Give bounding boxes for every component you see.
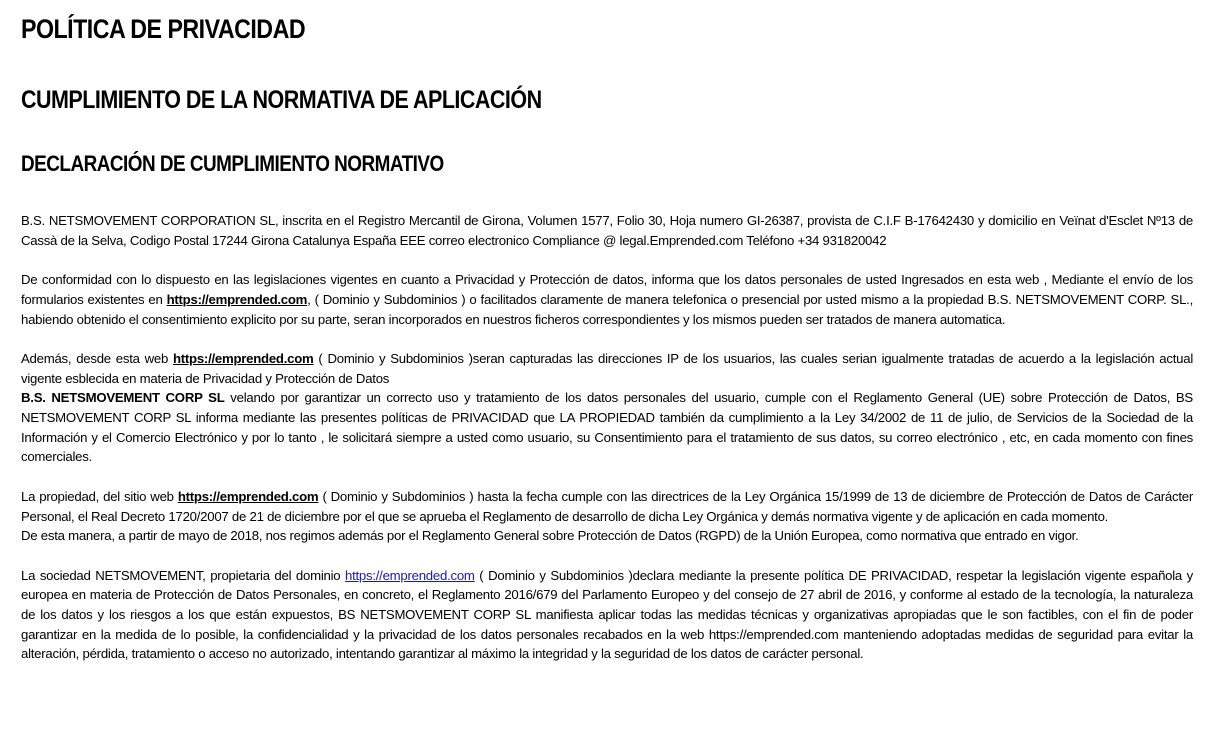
policy-body bbox=[21, 211, 1193, 684]
paragraph-text: La propiedad, del sitio web bbox=[21, 488, 178, 504]
paragraph-text: La sociedad NETSMOVEMENT, propietaria del dominio bbox=[21, 567, 346, 583]
paragraph-text: ( Dominio y Subdominios ) hasta la fecha cumple con las directrices de la Ley Orgánica 15/1999 de 13 de diciembre de Protección de Datos de Carácter Personal, el Real Decreto 1720/2007 de 21 de diciembre por el que se aprueba el Reglamento de desarrollo de dicha Ley Orgánica y demás normativa vigente y de aplicación en cada momento. bbox=[21, 488, 1193, 524]
data-collection-paragraph bbox=[21, 270, 1193, 329]
company-name: B.S. NETSMOVEMENT CORP SL bbox=[21, 390, 225, 406]
section-heading: CUMPLIMIENTO DE LA NORMATIVA DE APLICACIÓN bbox=[21, 86, 542, 114]
ip-capture-paragraph bbox=[21, 349, 1193, 388]
page-title: POLÍTICA DE PRIVACIDAD bbox=[21, 14, 306, 44]
paragraph-text: De conformidad con lo dispuesto en las legislaciones vigentes en cuanto a Privacidad y Protección de datos, informa que los datos personales de usted Ingresados en esta web , Mediante el envío de los formularios existentes en bbox=[21, 272, 1193, 307]
paragraph-text: ( Dominio y Subdominios )declara mediante la presente política DE PRIVACIDAD, respetar la legislación vigente española y europea en materia de Protección de Datos Personales, en concreto, el Reglamento 2016/679 del Parlamento Europeo y del consejo de 27 abril de 2016, y conforme al estado de la tecnología, la naturaleza de los datos y los riesgos a los que están expuestos, BS NETSMOVEMENT CORP SL manifiesta aplicar todas las medidas técnicas y organizativas apropiadas que le son factibles, con el fin de poder garantizar en la medida de lo posible, la confidencialidad y la privacidad de los datos personales recabados en la web https://emprended.com manteniendo adoptadas medidas de seguridad para evitar la alteración, pérdida, tratamiento o acceso no autorizado, intentando garantizar al máximo la integridad y la seguridad de los datos de carácter personal. bbox=[21, 567, 1194, 662]
site-link[interactable]: https://emprended.com bbox=[177, 488, 319, 504]
rgpd-paragraph: De esta manera, a partir de mayo de 2018, nos regimos además por el Reglamento General sobre Protección de Datos (RGPD) de la Unión Europea, como normativa que entrado en vigor. bbox=[21, 528, 1079, 544]
paragraph-text: Además, desde esta web bbox=[21, 350, 173, 366]
subsection-heading: DECLARACIÓN DE CUMPLIMIENTO NORMATIVO bbox=[21, 151, 444, 176]
security-measures-paragraph bbox=[21, 566, 1193, 665]
paragraph-text: velando por garantizar un correcto uso y tratamiento de los datos personales del usuario, cumple con el Reglamento General (UE) sobre Protección de Datos, BS NETSMOVEMENT CORP SL informa mediante las presentes políticas de PRIVACIDAD que LA PROPIEDAD también da cumplimiento a la Ley 34/2002 de 11 de julio, de Servicios de la Sociedad de la Información y el Comercio Electrónico y por lo tanto , le solicitará siempre a usted como usuario, su Consentimiento para el tratamiento de sus datos, su correo electrónico , etc, en cada momento con fines comerciales. bbox=[21, 390, 1193, 465]
paragraph-text: , ( Dominio y Subdominios ) o facilitados claramente de manera telefonica o presencial por usted mismo a la propiedad B.S. NETSMOVEMENT CORP. SL., habiendo obtenido el consentimiento explicito por su parte, seran incorporados en nuestros ficheros correspondientes y los mismos pueden ser tratados de manera automatica. bbox=[21, 291, 1194, 327]
site-link[interactable]: https://emprended.com bbox=[172, 350, 314, 366]
compliance-paragraph bbox=[21, 388, 1193, 467]
domain-link[interactable]: https://emprended.com bbox=[345, 567, 475, 583]
company-info-paragraph: B.S. NETSMOVEMENT CORPORATION SL, inscrita en el Registro Mercantil de Girona, Volumen 1577, Folio 30, Hoja numero GI-26387, provista de C.I.F B-17642430 y domicilio en Veïnat d'Esclet Nº13 de Cassà de la Selva, Codigo Postal 17244 Girona Catalunya España EEE correo electronico Compliance @ legal.Emprended.com Teléfono +34 931820042 bbox=[21, 213, 1193, 248]
site-link[interactable]: https://emprended.com bbox=[166, 291, 308, 307]
legal-framework-paragraph bbox=[21, 487, 1193, 526]
paragraph-text: ( Dominio y Subdominios )seran capturadas las direcciones IP de los usuarios, las cuales serian igualmente tratadas de acuerdo a la legislación actual vigente esblecida en materia de Privacidad y Protección de Datos bbox=[21, 350, 1193, 386]
